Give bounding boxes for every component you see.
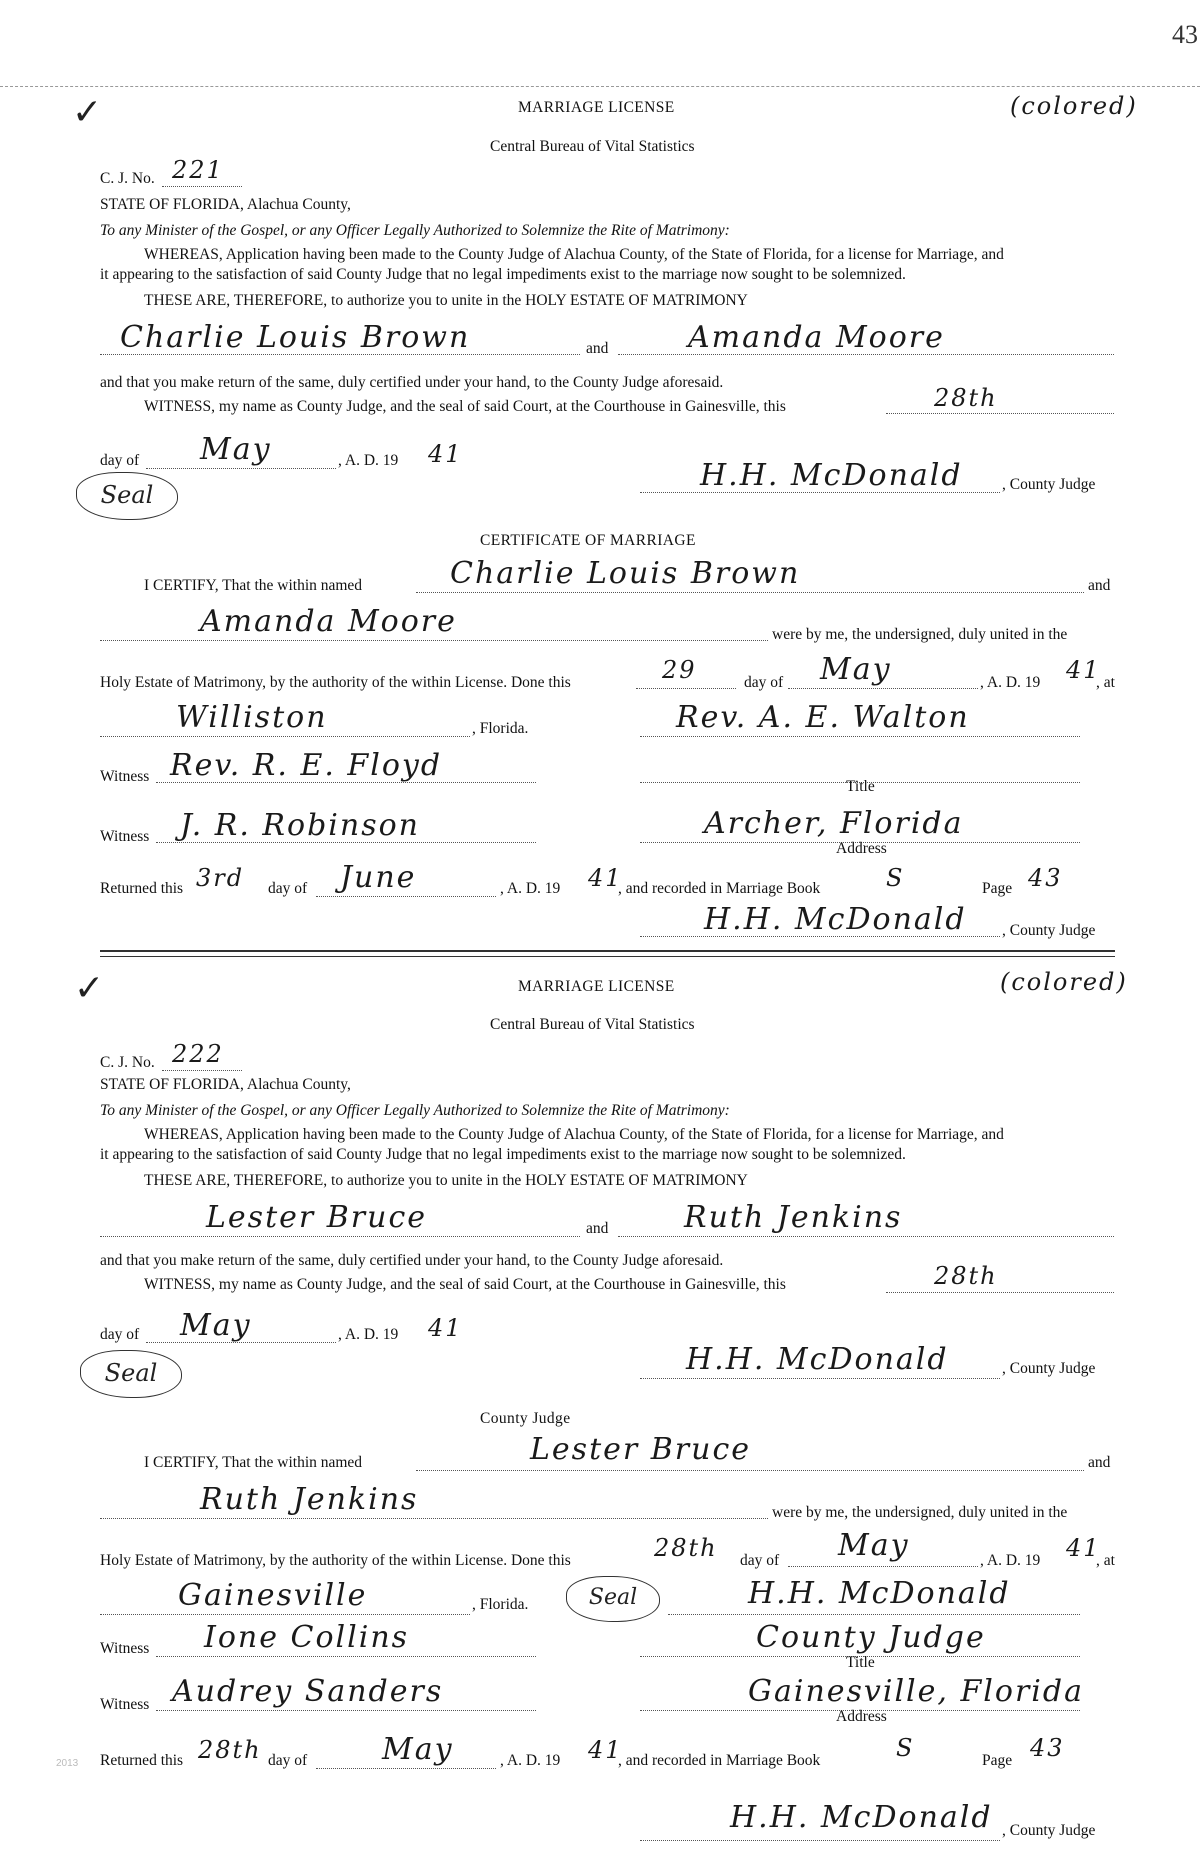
done-year: 41 [1066,656,1101,684]
returned-ad-label: , A. D. 19 [500,1752,561,1769]
officiant-line [640,736,1080,737]
returned-day-of-label: day of [268,1752,308,1769]
license-groom-name: Lester Bruce [206,1200,428,1235]
book-page: 43 [1028,864,1063,892]
license-month: May [180,1308,252,1343]
license-day: 28th [934,384,998,412]
page-label: Page [982,880,1013,897]
done-month: May [820,652,892,687]
certify-label: I CERTIFY, That the within named [144,577,363,594]
bride-line [618,1236,1114,1237]
returned-month-line [316,1768,496,1769]
cert-bride-line [100,640,768,641]
certify-label: I CERTIFY, That the within named [144,1454,363,1471]
to-line: To any Minister of the Gospel, or any Officer Legally Authorized to Solemnize the Rite of Matrimony: [100,222,730,239]
united-label: were by me, the undersigned, duly united in the [772,1504,1068,1521]
witness-1-label: Witness [100,1640,150,1657]
day-of-label: day of [740,1552,780,1569]
florida-label: , Florida. [472,720,529,737]
ceremony-place: Gainesville [178,1578,368,1613]
license-bride-name: Ruth Jenkins [684,1200,903,1235]
officiant-name: H.H. McDonald [748,1576,1011,1611]
bureau-line: Central Bureau of Vital Statistics [490,138,695,155]
county-judge-label: , County Judge [1002,1360,1096,1377]
seal-stamp: Seal [566,1576,660,1622]
and-label: and [586,1220,609,1237]
returned-month: May [382,1732,454,1767]
page-label: Page [982,1752,1013,1769]
certificate-title: County Judge [480,1410,571,1427]
returned-day: 28th [198,1736,262,1764]
officiant-line [668,1614,1080,1615]
witness-2-name: Audrey Sanders [172,1674,444,1709]
done-year: 41 [1066,1534,1101,1562]
license-title: MARRIAGE LICENSE [518,978,675,995]
officiant-name: Rev. A. E. Walton [676,700,970,735]
whereas-line-2: it appearing to the satisfaction of said County Judge that no legal impediments exist to the marriage now sought to be solemnized. [100,1146,906,1163]
done-day-line [636,688,736,689]
witness-line: WITNESS, my name as County Judge, and the seal of said Court, at the Courthouse in Gainesville, this [144,1276,786,1293]
day-of-label: day of [744,674,784,691]
at-label: , at [1096,674,1115,691]
cert-groom-name: Charlie Louis Brown [450,556,801,591]
and-label: and [1088,577,1111,594]
marriage-book: S [886,864,905,892]
done-month-line [788,688,978,689]
place-line [100,1614,470,1615]
title-label: Title [846,778,875,795]
license-note: (colored) [1000,968,1128,996]
witness-1-label: Witness [100,768,150,785]
cert-groom-line [416,592,1084,593]
done-day: 29 [662,656,697,684]
section-divider-2 [100,956,1115,957]
united-label: were by me, the undersigned, duly united in the [772,626,1068,643]
check-mark-icon: ✓ [74,968,105,1009]
seal-stamp: Seal [80,1350,182,1398]
witness-1-name: Ione Collins [204,1620,410,1655]
and-label: and [1088,1454,1111,1471]
ceremony-place: Williston [176,700,328,735]
state-line: STATE OF FLORIDA, Alachua County, [100,196,351,213]
watermark: 2013 [56,1758,79,1769]
witness-2-line [156,1710,536,1711]
officiant-address: Gainesville, Florida [748,1674,1084,1709]
these-are-line: THESE ARE, THEREFORE, to authorize you to unite in the HOLY ESTATE OF MATRIMONY [144,292,748,309]
cert-judge-signature: H.H. McDonald [730,1800,993,1835]
returned-year: 41 [588,864,623,892]
top-rule [0,86,1200,87]
seal-stamp: Seal [76,472,178,520]
recorded-label: , and recorded in Marriage Book [618,880,821,897]
judge-sig-line [640,1378,1000,1379]
ad-label: , A. D. 19 [338,452,399,469]
florida-label: , Florida. [472,1596,529,1613]
cert-judge-signature: H.H. McDonald [704,902,967,937]
cj-line [162,1070,242,1071]
day-of-label: day of [100,452,140,469]
county-judge-label: , County Judge [1002,476,1096,493]
witness-2-name: J. R. Robinson [180,808,420,843]
done-month-line [788,1566,978,1567]
returned-label: Returned this [100,1752,184,1769]
at-label: , at [1096,1552,1115,1569]
county-judge-label: , County Judge [1002,922,1096,939]
cert-groom-name: Lester Bruce [530,1432,752,1467]
witness-line: WITNESS, my name as County Judge, and the seal of said Court, at the Courthouse in Gainesville, this [144,398,786,415]
license-year: 41 [428,1314,463,1342]
holy-estate-label: Holy Estate of Matrimony, by the authority of the within License. Done this [100,1552,571,1569]
returned-label: Returned this [100,880,184,897]
and-label: and [586,340,609,357]
cert-bride-line [100,1518,768,1519]
officiant-title: County Judge [756,1620,986,1655]
officiant-address: Archer, Florida [704,806,964,841]
these-are-line: THESE ARE, THEREFORE, to authorize you to unite in the HOLY ESTATE OF MATRIMONY [144,1172,748,1189]
whereas-line-1: WHEREAS, Application having been made to the County Judge of Alachua County, of the State of Florida, for a license for Marriage, and [144,1126,1004,1143]
license-judge-signature: H.H. McDonald [686,1342,949,1377]
witness-1-name: Rev. R. E. Floyd [170,748,443,783]
cert-groom-line [416,1470,1084,1471]
day-line [886,413,1114,414]
book-page: 43 [1030,1734,1065,1762]
done-month: May [838,1528,910,1563]
cj-line [162,186,242,187]
witness-2-label: Witness [100,1696,150,1713]
ad-label: , A. D. 19 [980,1552,1041,1569]
corner-page-number: 43 [1172,20,1198,49]
witness-1-line [156,1656,536,1657]
certificate-title: CERTIFICATE OF MARRIAGE [480,532,696,549]
license-title: MARRIAGE LICENSE [518,99,675,116]
day-line [886,1292,1114,1293]
license-note: (colored) [1010,92,1138,120]
returned-day-of-label: day of [268,880,308,897]
whereas-line-1: WHEREAS, Application having been made to the County Judge of Alachua County, of the State of Florida, for a license for Marriage, and [144,246,1004,263]
marriage-book: S [896,1734,915,1762]
check-mark-icon: ✓ [72,92,103,133]
to-line: To any Minister of the Gospel, or any Officer Legally Authorized to Solemnize the Rite of Matrimony: [100,1102,730,1119]
returned-year: 41 [588,1736,623,1764]
groom-line [100,1236,580,1237]
cj-label: C. J. No. [100,170,155,187]
day-of-label: day of [100,1326,140,1343]
cert-judge-line [640,1840,1000,1841]
returned-month-line [316,896,496,897]
return-line: and that you make return of the same, duly certified under your hand, to the County Judge aforesaid. [100,374,724,391]
title-label: Title [846,1654,875,1671]
cert-bride-name: Ruth Jenkins [200,1482,419,1517]
cj-number: 222 [172,1040,224,1068]
returned-month: June [340,860,417,895]
place-line [100,736,470,737]
cj-label: C. J. No. [100,1054,155,1071]
cert-bride-name: Amanda Moore [200,604,457,639]
returned-ad-label: , A. D. 19 [500,880,561,897]
bureau-line: Central Bureau of Vital Statistics [490,1016,695,1033]
license-year: 41 [428,440,463,468]
license-bride-name: Amanda Moore [688,320,945,355]
license-month: May [200,432,272,467]
month-line [146,468,336,469]
address-label: Address [836,840,887,857]
whereas-line-2: it appearing to the satisfaction of said County Judge that no legal impediments exist to the marriage now sought to be solemnized. [100,266,906,283]
ad-label: , A. D. 19 [338,1326,399,1343]
section-divider [100,950,1115,952]
license-groom-name: Charlie Louis Brown [120,320,471,355]
license-day: 28th [934,1262,998,1290]
license-judge-signature: H.H. McDonald [700,458,963,493]
county-judge-label: , County Judge [1002,1822,1096,1839]
ad-label: , A. D. 19 [980,674,1041,691]
holy-estate-label: Holy Estate of Matrimony, by the authority of the within License. Done this [100,674,571,691]
return-line: and that you make return of the same, duly certified under your hand, to the County Judge aforesaid. [100,1252,724,1269]
state-line: STATE OF FLORIDA, Alachua County, [100,1076,351,1093]
address-label: Address [836,1708,887,1725]
witness-2-label: Witness [100,828,150,845]
recorded-label: , and recorded in Marriage Book [618,1752,821,1769]
returned-day: 3rd [196,864,245,892]
done-day: 28th [654,1534,718,1562]
cj-number: 221 [172,156,224,184]
